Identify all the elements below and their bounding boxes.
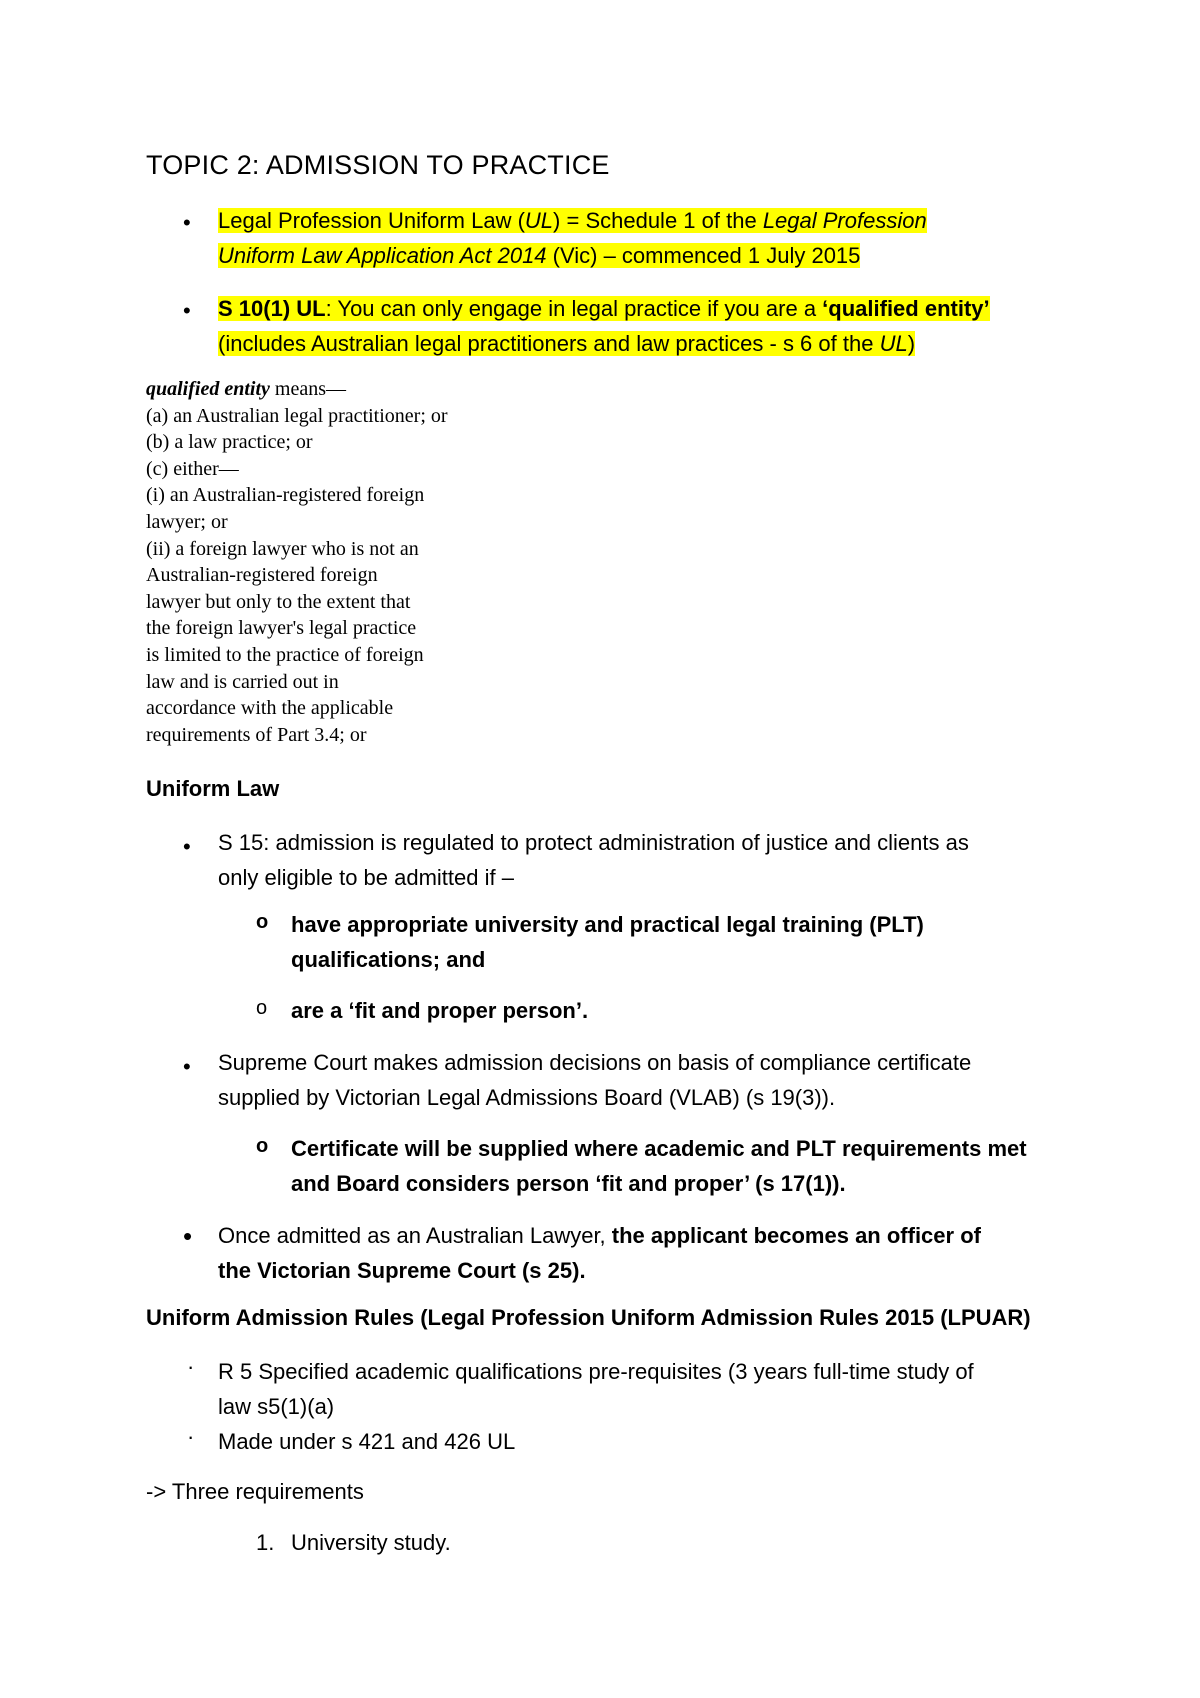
definition-line: the foreign lawyer's legal practice — [146, 617, 417, 640]
hl2-line2: (includes Australian legal practitioners and law practices - s 6 of the UL) — [218, 331, 916, 356]
bullet-marker: • — [183, 298, 191, 323]
section-heading-admission-rules: Uniform Admission Rules (Legal Profession Uniform Admission Rules 2015 (LPUAR) — [146, 1305, 1031, 1330]
definition-line: (b) a law practice; or — [146, 431, 313, 454]
small-bullet-marker: · — [187, 1424, 195, 1449]
definition-line: lawyer; or — [146, 510, 228, 533]
definition-line: (c) either— — [146, 457, 239, 480]
hollow-bullet-marker: o — [256, 997, 268, 1019]
numbered-item-number: 1. — [256, 1530, 275, 1555]
definition-line: lawyer but only to the extent that — [146, 590, 411, 613]
hollow-bullet-marker: o — [256, 1135, 269, 1157]
definition-line: Australian-registered foreign — [146, 564, 378, 587]
hl1-line1: Legal Profession Uniform Law (UL) = Schedule 1 of the Legal Profession — [218, 208, 927, 233]
once-admitted-line1: Once admitted as an Australian Lawyer, the applicant becomes an officer of — [218, 1223, 981, 1248]
bullet-marker: • — [183, 834, 191, 859]
r5-line2: law s5(1)(a) — [218, 1394, 335, 1419]
certificate-line1: Certificate will be supplied where academic and PLT requirements met — [291, 1136, 1027, 1161]
definition-line: accordance with the applicable — [146, 697, 394, 720]
sub1-line2: qualifications; and — [291, 947, 486, 972]
definition-term-line: qualified entity means— — [146, 378, 346, 400]
supreme-court-line2: supplied by Victorian Legal Admissions Board (VLAB) (s 19(3)). — [218, 1085, 836, 1110]
section-heading-uniform-law: Uniform Law — [146, 776, 280, 801]
s15-line2: only eligible to be admitted if – — [218, 865, 514, 890]
three-requirements-line: -> Three requirements — [146, 1479, 364, 1504]
definition-block — [146, 376, 448, 748]
made-under-line: Made under s 421 and 426 UL — [218, 1429, 516, 1454]
bullet-marker: • — [183, 1054, 191, 1079]
definition-line: (a) an Australian legal practitioner; or — [146, 404, 448, 427]
definition-line: (ii) a foreign lawyer who is not an — [146, 537, 419, 560]
definition-line: law and is carried out in — [146, 670, 339, 693]
numbered-item-text: University study. — [291, 1530, 451, 1555]
page-title: TOPIC 2: ADMISSION TO PRACTICE — [146, 150, 610, 180]
sub2-line: are a ‘fit and proper person’. — [291, 998, 589, 1023]
sub1-line1: have appropriate university and practical legal training (PLT) — [291, 912, 924, 937]
certificate-line2: and Board considers person ‘fit and proper’ (s 17(1)). — [291, 1171, 846, 1196]
small-bullet-marker: · — [187, 1354, 195, 1379]
definition-line: is limited to the practice of foreign — [146, 643, 424, 666]
hl1-line2: Uniform Law Application Act 2014 (Vic) – commenced 1 July 2015 — [218, 243, 861, 268]
hl2-line1: S 10(1) UL: You can only engage in legal practice if you are a ‘qualified entity’ — [218, 296, 990, 321]
hollow-bullet-marker: o — [256, 911, 269, 933]
once-admitted-line2: the Victorian Supreme Court (s 25). — [218, 1258, 586, 1283]
r5-line1: R 5 Specified academic qualifications pre-requisites (3 years full-time study of — [218, 1359, 974, 1384]
bullet-marker: • — [183, 1221, 193, 1251]
supreme-court-line1: Supreme Court makes admission decisions on basis of compliance certificate — [218, 1050, 972, 1075]
s15-line1: S 15: admission is regulated to protect administration of justice and clients as — [218, 830, 969, 855]
definition-line: (i) an Australian-registered foreign — [146, 484, 425, 507]
definition-line: requirements of Part 3.4; or — [146, 723, 367, 746]
bullet-marker: • — [183, 210, 191, 235]
